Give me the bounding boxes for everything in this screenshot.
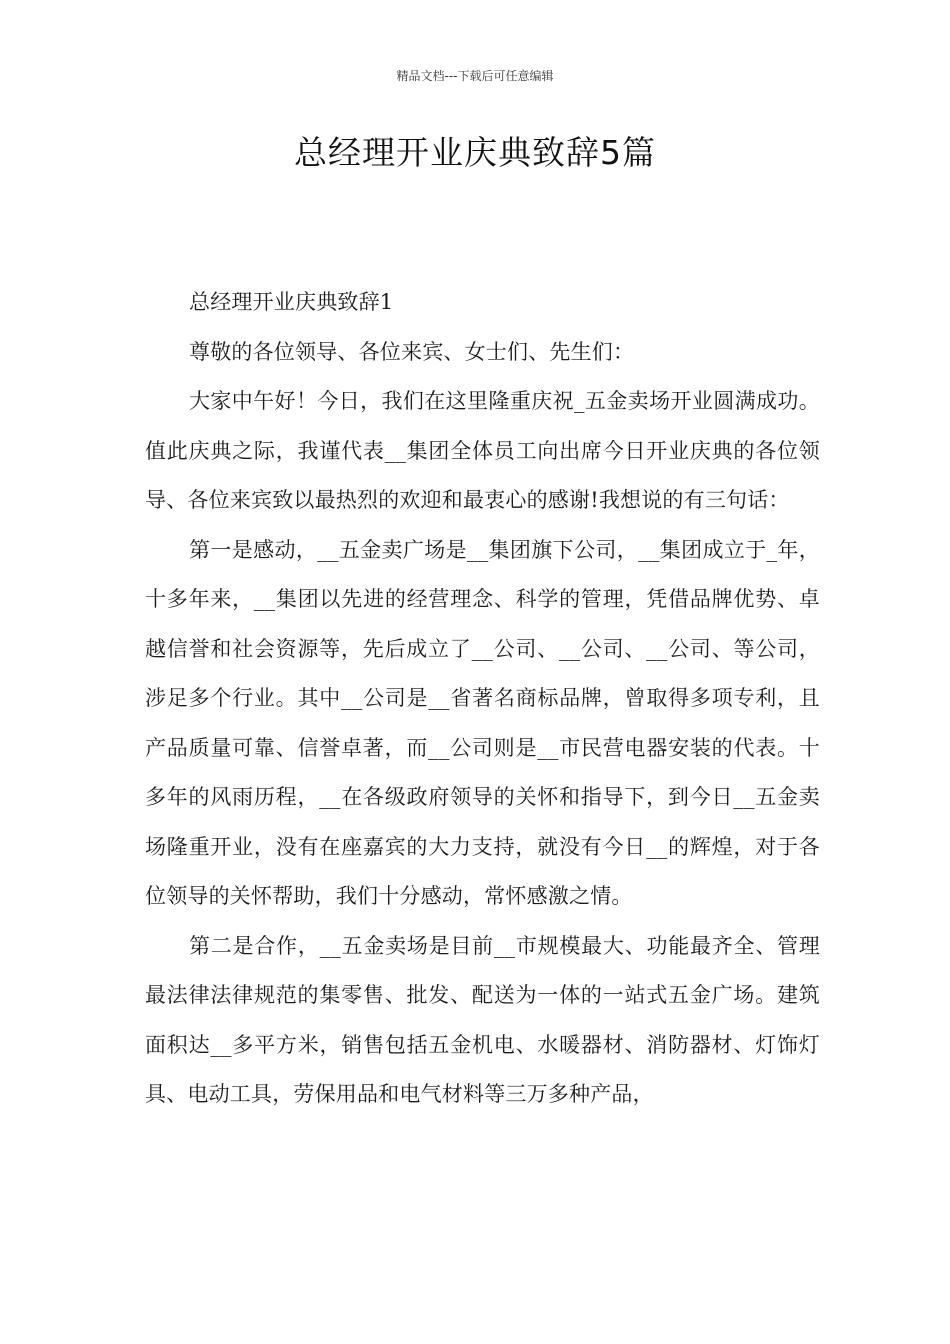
paragraph: 第一是感动，__五金卖广场是__集团旗下公司，__集团成立于_年，十多年来，__集团以先进的经营理念、科学的管理，凭借品牌优势、卓越信誉和社会资源等，先后成立了__公司、__公司、__公司、等公司，涉足多个行业。其中__公司是__省著名商标品牌，曾取得多项专利，且产品质量可靠、信誉卓著，而__公司则是__市民营电器安装的代表。十多年的风雨历程，__在各级政府领导的关怀和指导下，到今日__五金卖场隆重开业，没有在座嘉宾的大力支持，就没有今日__的辉煌，对于各位领导的关怀帮助，我们十分感动，常怀感激之情。 xyxy=(145,537,820,908)
salutation: 尊敬的各位领导、各位来宾、女士们、先生们： xyxy=(189,339,635,364)
paragraph: 第二是合作，__五金卖场是目前__市规模最大、功能最齐全、管理最法律法律规范的集零售、批发、配送为一体的一站式五金广场。建筑面积达__多平方米，销售包括五金机电、水暖器材、消防器材、灯饰灯具、电动工具，劳保用品和电气材料等三万多种产品， xyxy=(145,933,820,1106)
paragraph: 大家中午好！今日，我们在这里隆重庆祝_五金卖场开业圆满成功。值此庆典之际，我谨代表__集团全体员工向出席今日开业庆典的各位领导、各位来宾致以最热烈的欢迎和最衷心的感谢!我想说的有三句话： xyxy=(145,389,820,512)
document-title: 总经理开业庆典致辞5篇 xyxy=(294,133,656,172)
section-heading: 总经理开业庆典致辞1 xyxy=(189,290,394,314)
header-note: 精品文档---下载后可任意编辑 xyxy=(396,69,554,83)
document-body xyxy=(145,278,820,1120)
